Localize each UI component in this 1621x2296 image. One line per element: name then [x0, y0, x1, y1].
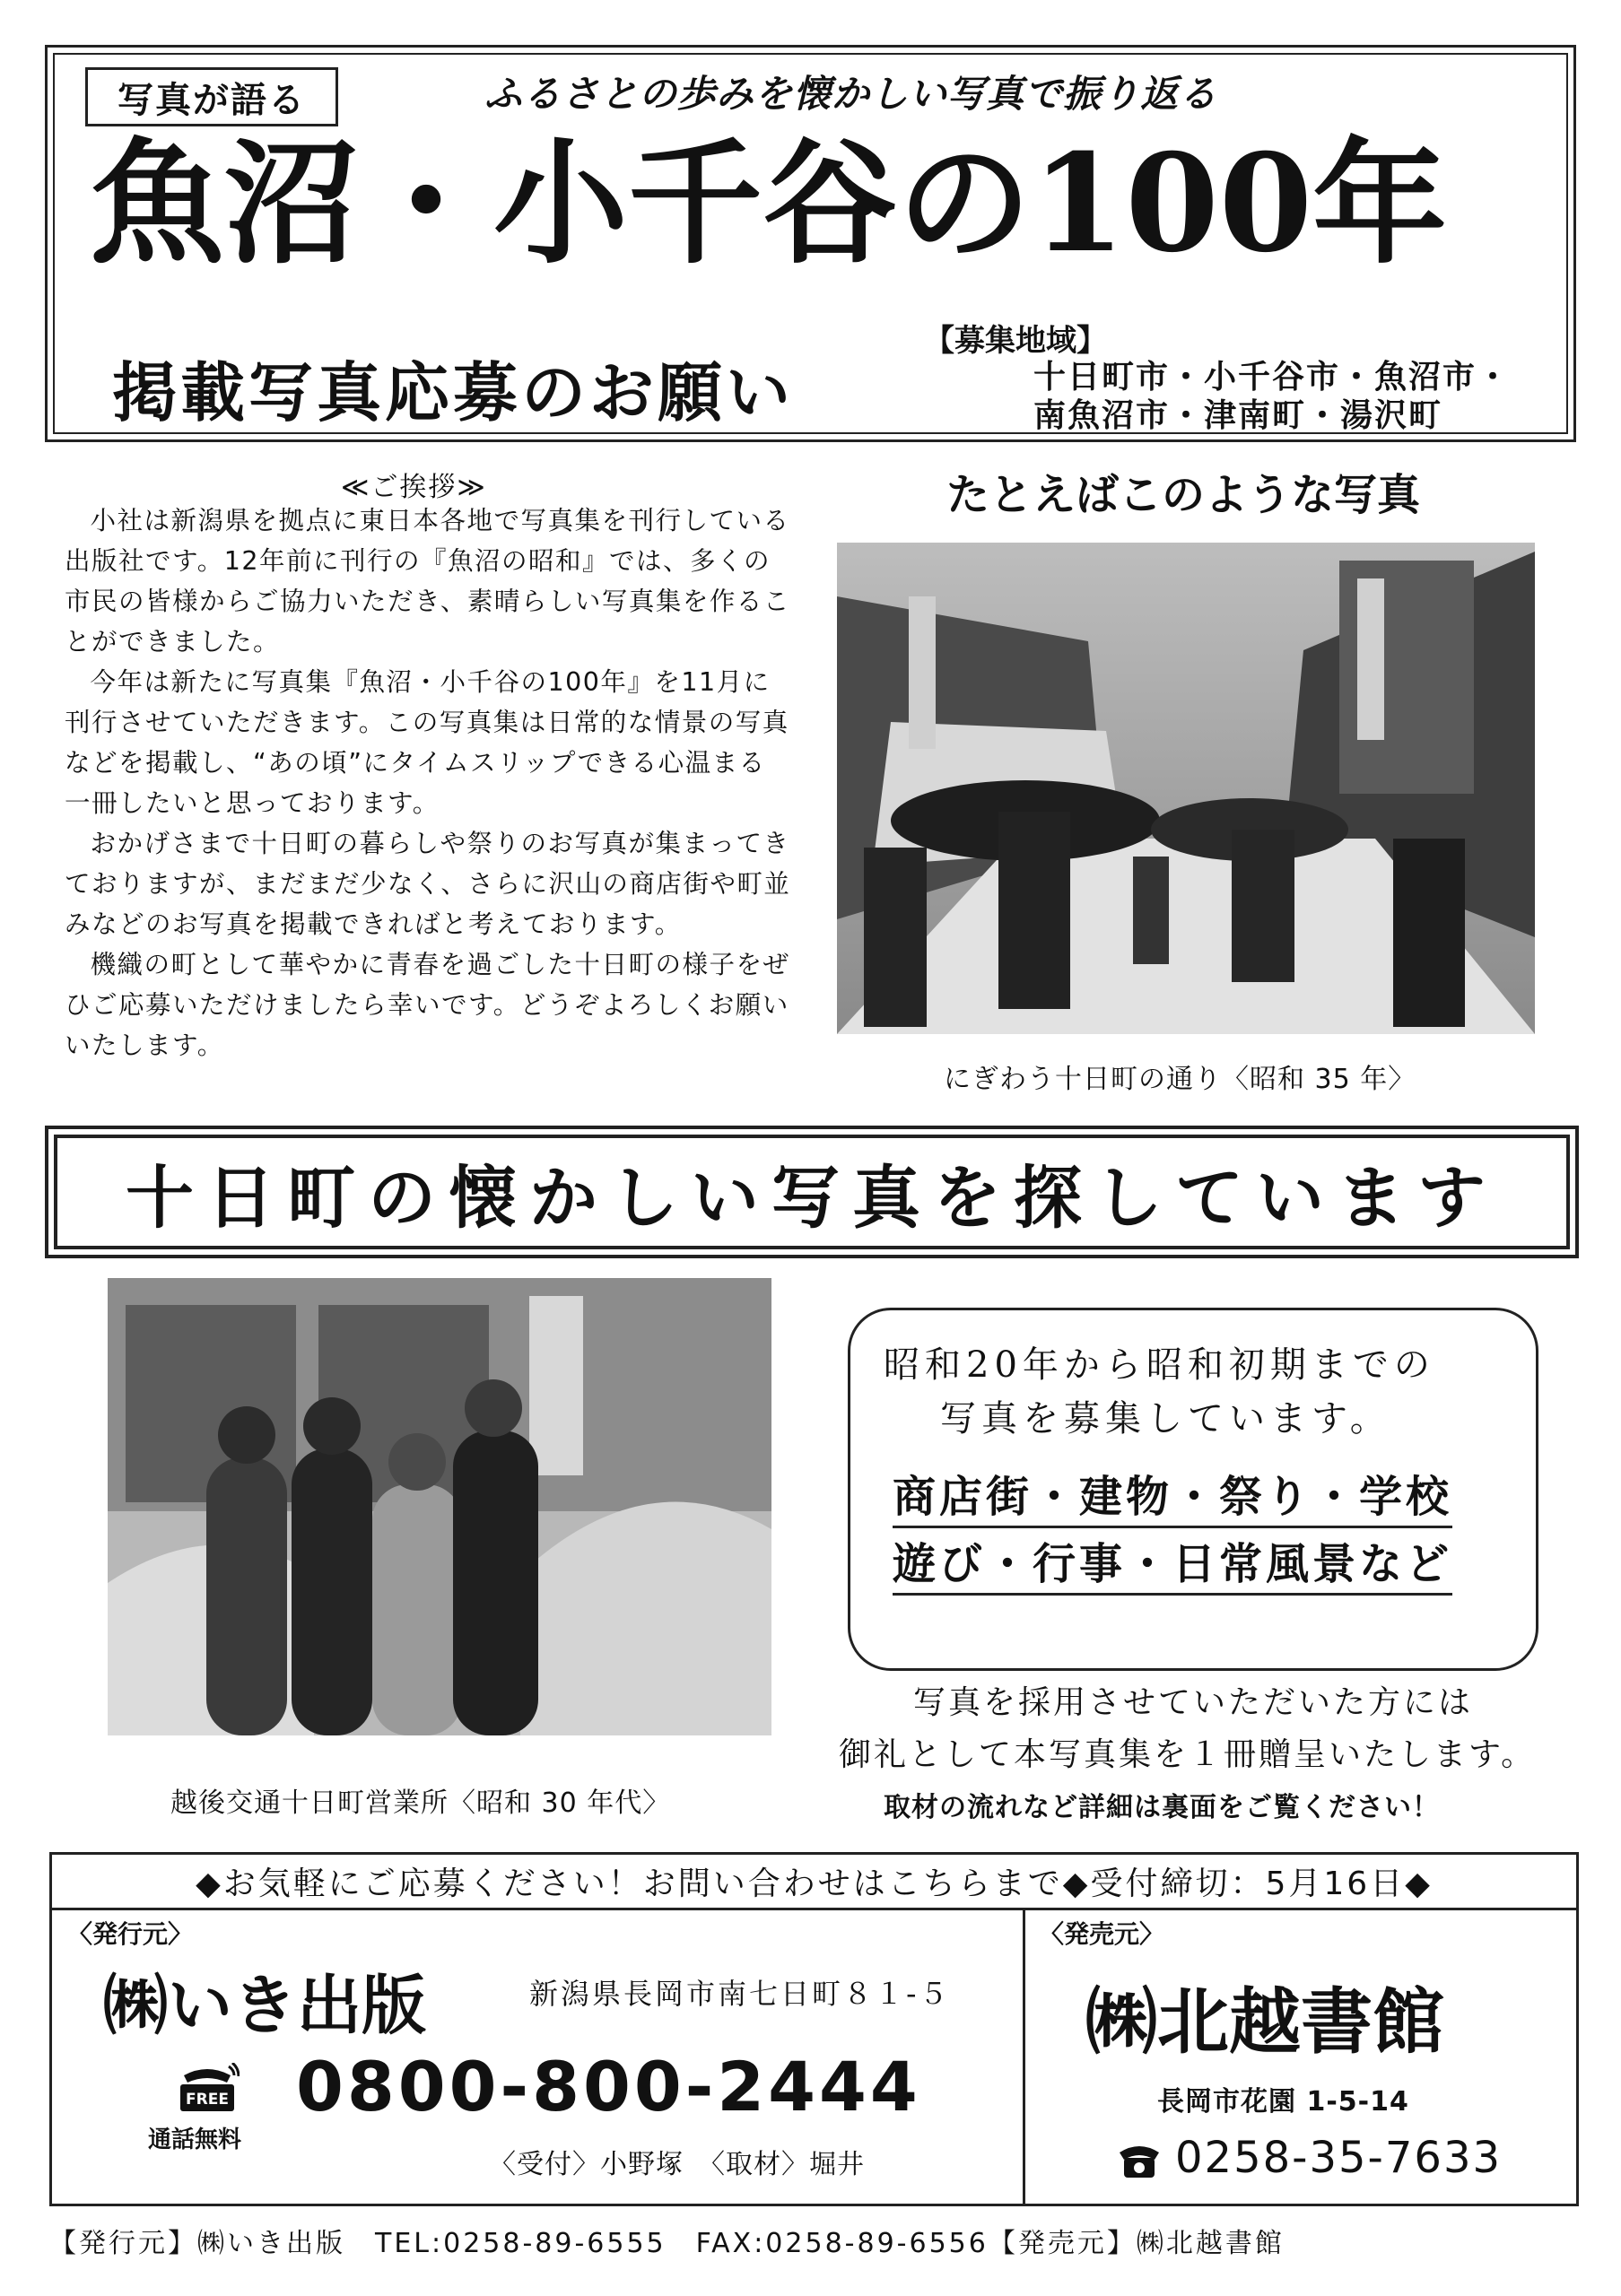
office-photo-caption: 越後交通十日町営業所〈昭和 30 年代〉 [170, 1787, 671, 1819]
contact-divider [1023, 1910, 1025, 2206]
phone-icon [1117, 2142, 1162, 2179]
office-photo [108, 1278, 771, 1735]
details-note: 取材の流れなど詳細は裏面をご覧ください！ [884, 1792, 1440, 1823]
greeting-paragraph: おかげさまで十日町の暮らしや祭りのお写真が集まってきておりますが、まだまだ少なく、さらに沢山の商店街や町並みなどのお写真を掲載できればと考えております。 [65, 829, 791, 939]
seller-phone[interactable]: 0258-35-7633 [1175, 2133, 1503, 2183]
category-list-1: 商店街・建物・祭り・学校 [893, 1462, 1452, 1528]
phone-icon-graphic [1117, 2142, 1162, 2179]
footer-contact-line: 【発行元】㈱いき出版 TEL:0258-89-6555 FAX:0258-89-6556【発売元】㈱北越書館 [49, 2228, 1285, 2259]
street-photo-illustration [837, 543, 1535, 1034]
reward-line-1: 写真を採用させていただいた方には [913, 1684, 1474, 1721]
category-list-2: 遊び・行事・日常風景など [893, 1529, 1452, 1596]
free-badge-text: FREE [186, 2091, 229, 2109]
search-banner [45, 1126, 1579, 1258]
series-tag: 写真が語る [85, 67, 338, 126]
publisher-name: ㈱いき出版 [103, 1968, 427, 2043]
publisher-staff: 〈受付〉小野塚 〈取材〉堀井 [489, 2149, 865, 2180]
greeting-title: ≪ご挨拶≫ [341, 472, 487, 503]
contact-header-text: ◆お気軽にご応募ください！お問い合わせはこちらまで◆受付締切：5月16日◆ [196, 1866, 1433, 1902]
call-text-line-2: 写真を募集しています。 [940, 1398, 1391, 1439]
street-photo-caption: にぎわう十日町の通り〈昭和 35 年〉 [944, 1064, 1416, 1095]
publisher-address: 新潟県長岡市南七日町８１-５ [529, 1977, 951, 2011]
main-title: 魚沼・小千谷の100年 [90, 125, 1448, 283]
office-photo-illustration [108, 1278, 771, 1735]
call-text-line-1: 昭和20年から昭和初期までの [884, 1344, 1435, 1386]
region-label: 【募集地域】 [924, 323, 1107, 359]
greeting-body [65, 500, 791, 1065]
region-line-1: 十日町市・小千谷市・魚沼市・ [1033, 359, 1512, 396]
street-photo [837, 543, 1535, 1034]
greeting-paragraph: 機織の町として華やかに青春を過ごした十日町の様子をぜひご応募いただけましたら幸いです。どうぞよろしくお願いいたします。 [65, 950, 790, 1060]
seller-name: ㈱北越書館 [1085, 1980, 1444, 2064]
publisher-role: 〈発行元〉 [67, 1919, 194, 1949]
example-title: たとえばこのような写真 [946, 470, 1421, 520]
seller-address: 長岡市花園 1-5-14 [1157, 2086, 1409, 2118]
free-call-label: 通話無料 [148, 2126, 242, 2153]
reward-line-2: 御礼として本写真集を１冊贈呈いたします。 [839, 1736, 1537, 1773]
region-line-2: 南魚沼市・津南町・湯沢町 [1033, 397, 1443, 434]
free-dial-icon-graphic [175, 2063, 240, 2113]
header-subtitle: ふるさとの歩みを懐かしい写真で振り返る [484, 72, 1218, 116]
free-dial-icon [175, 2063, 240, 2113]
greeting-paragraph: 今年は新たに写真集『魚沼・小千谷の100年』を11月に刊行させていただきます。この写真集は日常的な情景の写真などを掲載し、“あの頃”にタイムスリップできる心温まる一冊したいと思っております。 [65, 667, 789, 818]
contact-header [52, 1855, 1576, 1910]
publisher-phone[interactable]: 0800-800-2444 [296, 2047, 921, 2126]
appeal-title: 掲載写真応募のお願い [112, 355, 795, 430]
banner-text: 十日町の懐かしい写真を探しています [126, 1157, 1498, 1238]
seller-role: 〈発売元〉 [1039, 1919, 1165, 1949]
greeting-paragraph: 小社は新潟県を拠点に東日本各地で写真集を刊行している出版社です。12年前に刊行の『魚沼の昭和』では、多くの市民の皆様からご協力いただき、素晴らしい写真集を作ることができました。 [65, 506, 790, 657]
